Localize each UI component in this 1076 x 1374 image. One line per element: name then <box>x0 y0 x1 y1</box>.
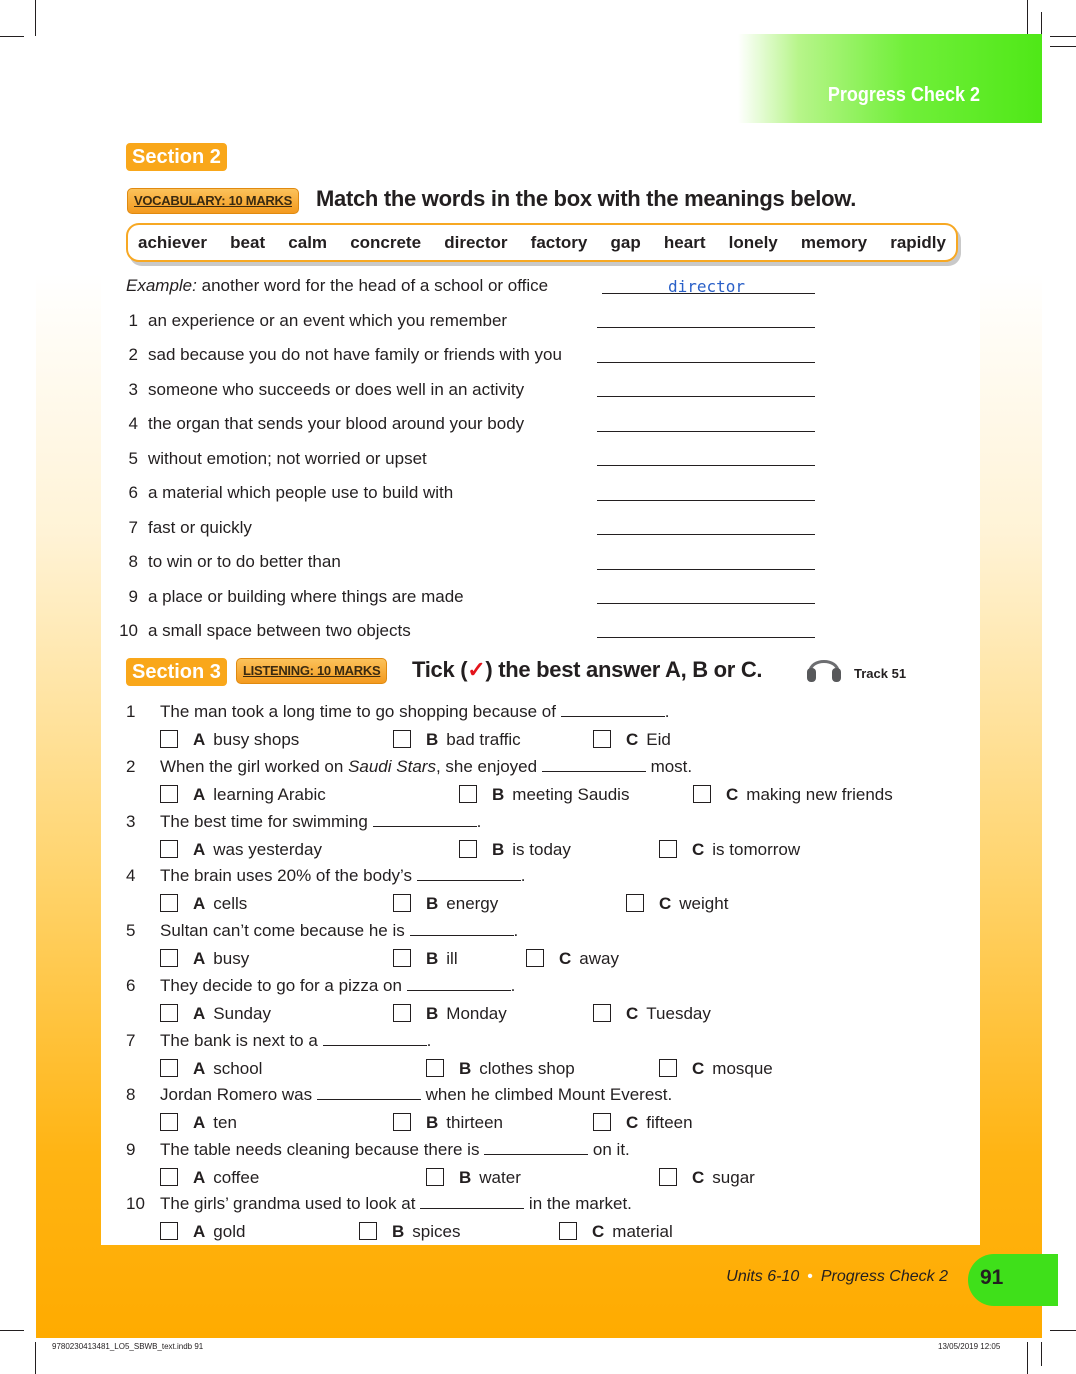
option-checkbox[interactable] <box>526 949 544 967</box>
option-checkbox[interactable] <box>393 730 411 748</box>
answer-line[interactable] <box>597 327 815 328</box>
option-letter: B <box>492 840 505 859</box>
question-number: 7 <box>126 1031 136 1050</box>
question-text: Jordan Romero was <box>160 1085 313 1104</box>
option-label <box>492 840 571 860</box>
option-letter: B <box>426 730 439 749</box>
option-letter: B <box>426 1004 439 1023</box>
instruction-post: ) the best answer A, B or C. <box>485 657 763 682</box>
option-checkbox[interactable] <box>459 840 477 858</box>
item-number: 7 <box>128 518 138 537</box>
option-text: is tomorrow <box>712 840 801 859</box>
option-label <box>626 730 671 750</box>
option-letter: A <box>193 1059 206 1078</box>
answer-line[interactable] <box>597 500 815 501</box>
option-label <box>193 785 326 805</box>
option-checkbox[interactable] <box>160 1059 178 1077</box>
crop-mark <box>1050 1330 1076 1331</box>
crop-mark <box>1041 1342 1042 1366</box>
option-text: making new friends <box>746 785 893 804</box>
option-letter: B <box>426 1113 439 1132</box>
option-checkbox[interactable] <box>160 1222 178 1240</box>
section-2-instruction: Match the words in the box with the meanings below. <box>316 186 857 211</box>
option-letter: A <box>193 840 206 859</box>
option-checkbox[interactable] <box>160 840 178 858</box>
option-letter: C <box>559 949 572 968</box>
option-text: away <box>579 949 619 968</box>
word-box-item: beat <box>230 232 266 252</box>
item-number: 6 <box>128 483 138 502</box>
word-box-item: rapidly <box>890 232 946 252</box>
option-checkbox[interactable] <box>160 785 178 803</box>
answer-line[interactable] <box>597 534 815 535</box>
question-text: Sultan can’t come because he is <box>160 921 405 940</box>
option-checkbox[interactable] <box>593 1004 611 1022</box>
crop-mark <box>0 36 24 37</box>
option-label <box>193 1168 259 1188</box>
example-answer: director <box>668 277 746 296</box>
answer-blank <box>373 813 477 827</box>
option-letter: C <box>726 785 739 804</box>
question-text: The bank is next to a <box>160 1031 318 1050</box>
option-label <box>659 894 728 914</box>
question-text: The table needs cleaning because there is <box>160 1140 480 1159</box>
question-row <box>126 812 481 832</box>
option-text: thirteen <box>446 1113 503 1132</box>
answer-line[interactable] <box>597 603 815 604</box>
question-text-end: . <box>476 812 482 831</box>
option-letter: C <box>592 1222 605 1241</box>
option-letter: A <box>193 785 206 804</box>
option-text: water <box>479 1168 521 1187</box>
option-letter: B <box>426 894 439 913</box>
crop-mark <box>1050 46 1076 47</box>
word-box-item: calm <box>288 232 328 252</box>
option-text: Eid <box>646 730 671 749</box>
option-checkbox[interactable] <box>160 1113 178 1131</box>
option-checkbox[interactable] <box>160 1004 178 1022</box>
answer-blank <box>407 977 511 991</box>
option-label <box>426 949 458 969</box>
question-number: 2 <box>126 757 136 776</box>
option-label <box>193 894 247 914</box>
option-label <box>426 1004 507 1024</box>
option-text: was yesterday <box>213 840 322 859</box>
option-text: weight <box>679 894 729 913</box>
question-text-end: when he climbed Mount Everest. <box>425 1085 673 1104</box>
answer-blank <box>561 703 665 717</box>
option-label <box>626 1113 693 1133</box>
example-label: Example: <box>126 276 197 295</box>
option-label <box>459 1059 575 1079</box>
option-checkbox[interactable] <box>160 730 178 748</box>
question-text: The girls’ grandma used to look at <box>160 1194 416 1213</box>
footer-text <box>726 1268 948 1286</box>
option-text: busy <box>213 949 250 968</box>
option-label <box>426 730 521 750</box>
item-definition: someone who succeeds or does well in an activity <box>148 380 525 399</box>
option-letter: A <box>193 730 206 749</box>
question-text-end: . <box>510 976 516 995</box>
option-letter: C <box>626 1004 639 1023</box>
question-row <box>126 866 525 886</box>
item-number: 9 <box>128 587 138 606</box>
question-row <box>126 1031 431 1051</box>
example-text: another word for the head of a school or office <box>201 276 549 295</box>
option-text: is today <box>512 840 571 859</box>
item-number: 10 <box>119 621 138 640</box>
question-row <box>126 976 515 996</box>
question-text-end: . <box>426 1031 432 1050</box>
option-label <box>726 785 893 805</box>
question-text: They decide to go for a pizza on <box>160 976 402 995</box>
answer-line[interactable] <box>597 569 815 570</box>
crop-mark <box>35 0 36 36</box>
option-text: fifteen <box>646 1113 693 1132</box>
answer-line[interactable] <box>597 362 815 363</box>
option-letter: A <box>193 894 206 913</box>
footer-dot: • <box>807 1268 813 1285</box>
answer-blank <box>420 1195 524 1209</box>
question-number: 10 <box>126 1194 145 1213</box>
question-row <box>126 921 518 941</box>
track-label: Track 51 <box>854 666 907 681</box>
option-letter: B <box>459 1059 472 1078</box>
answer-blank <box>317 1086 421 1100</box>
option-text: material <box>612 1222 673 1241</box>
option-label <box>626 1004 711 1024</box>
option-checkbox[interactable] <box>459 785 477 803</box>
option-checkbox[interactable] <box>160 894 178 912</box>
listening-marks-badge <box>236 658 387 684</box>
option-text: busy shops <box>213 730 300 749</box>
option-label <box>193 1059 262 1079</box>
option-letter: B <box>492 785 505 804</box>
option-checkbox[interactable] <box>659 1059 677 1077</box>
option-text: gold <box>213 1222 246 1241</box>
question-text-end: . <box>520 866 526 885</box>
crop-mark <box>0 1330 24 1331</box>
option-checkbox[interactable] <box>659 1168 677 1186</box>
instruction-pre: Tick ( <box>412 657 468 682</box>
question-text: The man took a long time to go shopping because of <box>160 702 556 721</box>
vocab-example-row <box>126 276 548 298</box>
item-definition: an experience or an event which you remember <box>148 311 508 330</box>
option-label <box>459 1168 521 1188</box>
option-checkbox[interactable] <box>559 1222 577 1240</box>
item-number: 3 <box>128 380 138 399</box>
question-row <box>126 1194 632 1214</box>
option-text: spices <box>412 1222 461 1241</box>
option-text: clothes shop <box>479 1059 575 1078</box>
item-number: 5 <box>128 449 138 468</box>
question-number: 1 <box>126 702 136 721</box>
option-letter: A <box>193 1222 206 1241</box>
item-definition: a place or building where things are made <box>148 587 464 606</box>
item-number: 2 <box>128 345 138 364</box>
option-text: bad traffic <box>446 730 521 749</box>
option-checkbox[interactable] <box>626 894 644 912</box>
question-text: The best time for swimming <box>160 812 368 831</box>
option-letter: A <box>193 1004 206 1023</box>
option-text: learning Arabic <box>213 785 326 804</box>
question-row <box>126 1140 630 1160</box>
option-label <box>692 1168 755 1188</box>
word-box-item: concrete <box>350 232 422 252</box>
option-letter: A <box>193 1113 206 1132</box>
question-number: 5 <box>126 921 136 940</box>
option-label <box>559 949 619 969</box>
option-text: Sunday <box>213 1004 271 1023</box>
option-label <box>193 1113 237 1133</box>
answer-line[interactable] <box>597 396 815 397</box>
header-title: Progress Check 2 <box>827 84 980 106</box>
option-checkbox[interactable] <box>393 894 411 912</box>
question-number: 3 <box>126 812 136 831</box>
crop-mark <box>1027 0 1028 36</box>
option-text: cells <box>213 894 248 913</box>
item-number: 4 <box>128 414 138 433</box>
listening-marks-label: LISTENING: 10 MARKS <box>243 663 381 678</box>
option-text: meeting Saudis <box>512 785 630 804</box>
option-text: coffee <box>213 1168 260 1187</box>
word-box-item: factory <box>530 232 588 252</box>
option-label <box>193 840 322 860</box>
option-label <box>692 1059 773 1079</box>
section-3-badge: Section 3 <box>126 658 227 686</box>
option-label <box>193 1222 245 1242</box>
option-checkbox[interactable] <box>160 949 178 967</box>
option-text: energy <box>446 894 499 913</box>
answer-blank <box>410 922 514 936</box>
option-letter: B <box>459 1168 472 1187</box>
question-text: When the girl worked on <box>160 757 344 776</box>
section-3-instruction <box>412 657 762 683</box>
option-text: ten <box>213 1113 237 1132</box>
option-letter: C <box>692 1168 705 1187</box>
word-box-item: heart <box>663 232 706 252</box>
word-box-item: lonely <box>728 232 778 252</box>
option-letter: C <box>692 1059 705 1078</box>
item-definition: fast or quickly <box>148 518 252 537</box>
item-definition: without emotion; not worried or upset <box>148 449 427 468</box>
option-checkbox[interactable] <box>426 1168 444 1186</box>
option-checkbox[interactable] <box>593 730 611 748</box>
option-letter: A <box>193 949 206 968</box>
option-letter: B <box>392 1222 405 1241</box>
item-number: 8 <box>128 552 138 571</box>
option-letter: C <box>626 1113 639 1132</box>
option-label <box>193 949 249 969</box>
header-tab <box>738 34 1042 123</box>
option-letter: C <box>626 730 639 749</box>
vocabulary-marks-label: VOCABULARY: 10 MARKS <box>134 193 292 208</box>
option-text: ill <box>446 949 458 968</box>
headphones-icon <box>804 650 844 686</box>
slug-right: 13/05/2019 12:05 <box>938 1342 1001 1351</box>
crop-mark <box>1027 1342 1028 1374</box>
answer-blank <box>417 867 521 881</box>
option-checkbox[interactable] <box>393 1113 411 1131</box>
crop-mark <box>1041 12 1042 36</box>
item-definition: a small space between two objects <box>148 621 411 640</box>
option-label <box>692 840 800 860</box>
slug-left: 9780230413481_LO5_SBWB_text.indb 91 <box>52 1342 204 1351</box>
question-number: 6 <box>126 976 136 995</box>
option-label <box>426 894 498 914</box>
option-letter: C <box>659 894 672 913</box>
question-text-end: in the market. <box>528 1194 632 1213</box>
option-label <box>592 1222 673 1242</box>
option-label <box>392 1222 460 1242</box>
word-box-item: director <box>444 232 508 252</box>
answer-line[interactable] <box>597 465 815 466</box>
word-box-item: gap <box>610 232 641 252</box>
option-checkbox[interactable] <box>359 1222 377 1240</box>
item-definition: to win or to do better than <box>148 552 341 571</box>
question-text-end: most. <box>650 757 693 776</box>
item-definition: the organ that sends your blood around your body <box>148 414 525 433</box>
item-definition: sad because you do not have family or friends with you <box>148 345 562 364</box>
question-italic-text: Saudi Stars <box>348 757 436 776</box>
vocabulary-marks-badge <box>127 188 299 214</box>
answer-line[interactable] <box>597 637 815 638</box>
option-text: Tuesday <box>646 1004 711 1023</box>
word-box <box>126 223 958 262</box>
option-checkbox[interactable] <box>160 1168 178 1186</box>
section-2-badge: Section 2 <box>126 143 227 171</box>
option-label <box>492 785 629 805</box>
question-text-end: . <box>513 921 519 940</box>
question-number: 9 <box>126 1140 136 1159</box>
question-number: 4 <box>126 866 136 885</box>
question-text-end: on it. <box>592 1140 630 1159</box>
question-text-end: . <box>664 702 670 721</box>
option-text: mosque <box>712 1059 773 1078</box>
question-number: 8 <box>126 1085 136 1104</box>
question-row <box>126 702 669 722</box>
option-text: school <box>213 1059 263 1078</box>
answer-blank <box>323 1032 427 1046</box>
option-label <box>193 1004 271 1024</box>
tick-mark: ✓ <box>467 657 486 682</box>
question-text: , she enjoyed <box>435 757 538 776</box>
option-letter: A <box>193 1168 206 1187</box>
answer-line[interactable] <box>597 431 815 432</box>
option-label <box>426 1113 503 1133</box>
page-number: 91 <box>968 1254 1058 1306</box>
crop-mark <box>1050 36 1076 37</box>
crop-mark <box>35 1342 36 1374</box>
option-letter: B <box>426 949 439 968</box>
option-label <box>193 730 299 750</box>
option-text: Monday <box>446 1004 507 1023</box>
word-box-item: achiever <box>138 232 207 252</box>
question-row <box>126 1085 672 1105</box>
option-text: sugar <box>712 1168 755 1187</box>
footer-units: Units 6-10 <box>726 1268 800 1285</box>
option-checkbox[interactable] <box>426 1059 444 1077</box>
footer-progress: Progress Check 2 <box>820 1268 948 1285</box>
question-row <box>126 757 692 777</box>
option-checkbox[interactable] <box>393 1004 411 1022</box>
option-checkbox[interactable] <box>659 840 677 858</box>
option-checkbox[interactable] <box>693 785 711 803</box>
word-box-item: memory <box>800 232 868 252</box>
option-letter: C <box>692 840 705 859</box>
option-checkbox[interactable] <box>393 949 411 967</box>
answer-blank <box>542 758 646 772</box>
option-checkbox[interactable] <box>593 1113 611 1131</box>
item-definition: a material which people use to build with <box>148 483 454 502</box>
question-text: The brain uses 20% of the body’s <box>160 866 413 885</box>
item-number: 1 <box>128 311 138 330</box>
answer-blank <box>484 1141 588 1155</box>
